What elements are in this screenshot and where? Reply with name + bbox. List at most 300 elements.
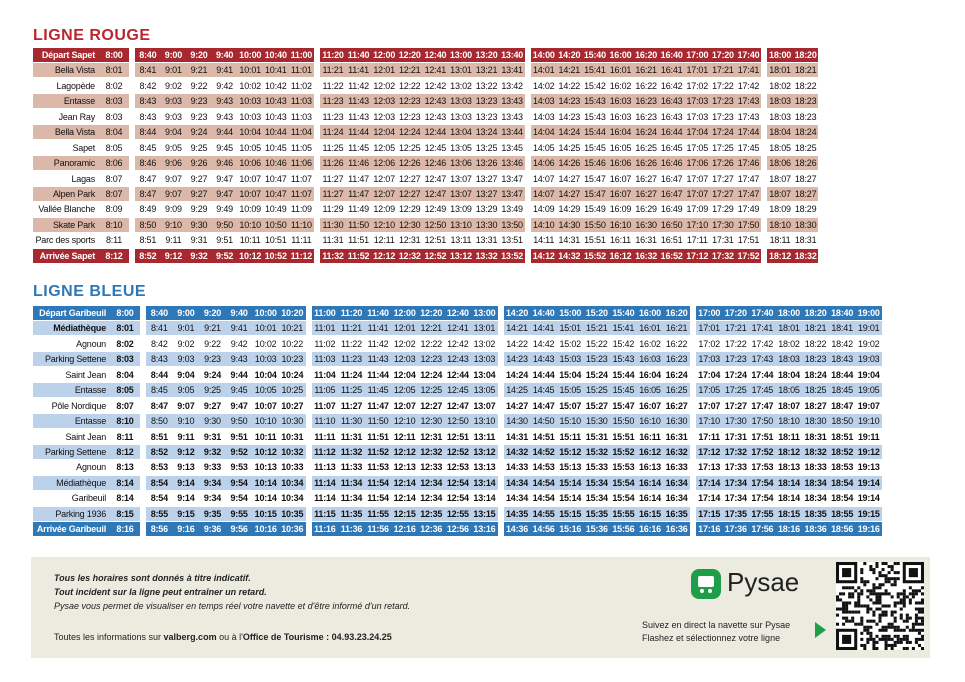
time-cell: 9:02 <box>165 80 182 91</box>
time-cell: 9:23 <box>186 94 212 108</box>
time-cell: 17:21 <box>710 63 736 77</box>
time-cell: 13:07 <box>448 187 474 201</box>
time-cell: 9:05 <box>173 383 200 397</box>
time-cell: 15:43 <box>582 94 608 108</box>
time-cell: 15:53 <box>612 462 635 473</box>
time-cell: 12:07 <box>393 400 416 411</box>
time-cell: 15:51 <box>584 235 606 246</box>
time-cell: 9:03 <box>173 352 200 366</box>
time-cell: 10:22 <box>281 338 304 349</box>
stop-name: Médiathèque <box>33 476 110 490</box>
time-cell: 10:31 <box>281 431 304 442</box>
time-cell: 17:47 <box>736 187 762 201</box>
time-cell: 18:26 <box>793 156 819 170</box>
time-cell: 12:29 <box>398 204 421 215</box>
time-cell: 14:29 <box>558 204 581 215</box>
time-cell: 15:22 <box>586 338 608 349</box>
time-cell: 9:01 <box>161 63 187 77</box>
time-cell: 8:45 <box>139 142 157 153</box>
time-cell: 14:24 <box>557 125 583 139</box>
time-cell: 18:24 <box>793 125 819 139</box>
time-cell: 10:02 <box>239 80 261 91</box>
time-cell: 18:43 <box>829 352 856 366</box>
time-cell: 10:03 <box>237 94 263 108</box>
time-cell: 11:34 <box>340 493 363 504</box>
time-cell: 18:14 <box>776 476 803 490</box>
time-cell: 14:34 <box>504 476 531 490</box>
time-cell: 17:00 <box>686 50 709 60</box>
time-cell: 9:43 <box>226 352 253 366</box>
time-cell: 17:27 <box>724 400 747 411</box>
time-cell: 18:23 <box>794 111 817 122</box>
time-cell: 14:11 <box>533 235 555 246</box>
time-cell: 11:50 <box>346 218 372 232</box>
time-cell: 19:00 <box>855 306 882 320</box>
time-cell: 8:03 <box>105 111 123 122</box>
time-cell: 15:05 <box>557 383 584 397</box>
time-cell: 16:46 <box>659 156 685 170</box>
time-cell: 17:12 <box>686 250 709 261</box>
time-cell: 15:50 <box>582 218 608 232</box>
stop-name: Agnoun <box>76 338 106 349</box>
timetable-row <box>33 233 818 248</box>
time-cell: 15:47 <box>584 173 606 184</box>
time-cell: 15:01 <box>557 321 584 335</box>
time-cell: 18:35 <box>802 507 829 521</box>
time-cell: 15:27 <box>585 400 608 411</box>
time-cell: 18:29 <box>794 204 817 215</box>
time-cell: 11:29 <box>322 204 344 215</box>
time-cell: 10:30 <box>279 414 306 428</box>
time-cell: 12:25 <box>398 142 421 153</box>
time-cell: 10:44 <box>263 125 289 139</box>
time-cell: 9:25 <box>199 383 226 397</box>
time-cell: 9:16 <box>173 522 200 536</box>
time-cell: 13:47 <box>499 187 525 201</box>
time-cell: 15:24 <box>585 369 608 380</box>
time-cell: 9:44 <box>212 125 238 139</box>
time-cell: 10:34 <box>281 493 304 504</box>
time-cell: 9:43 <box>216 111 233 122</box>
time-cell: 13:50 <box>499 218 525 232</box>
time-cell: 19:12 <box>855 445 882 459</box>
time-cell: 17:15 <box>696 507 723 521</box>
time-cell: 8:44 <box>150 369 168 380</box>
time-cell: 9:52 <box>226 445 253 459</box>
timetable-row <box>33 110 818 125</box>
time-cell: 13:04 <box>473 369 496 380</box>
time-cell: 17:23 <box>722 352 749 366</box>
time-cell: 17:03 <box>696 352 723 366</box>
time-cell: 13:40 <box>501 50 524 60</box>
time-cell: 15:14 <box>557 476 584 490</box>
time-cell: 8:13 <box>116 462 134 473</box>
time-cell: 16:07 <box>638 400 661 411</box>
time-cell: 16:29 <box>635 204 657 215</box>
time-cell: 8:47 <box>139 173 157 184</box>
time-cell: 14:25 <box>504 383 531 397</box>
time-cell: 8:03 <box>99 94 129 108</box>
time-cell: 10:01 <box>237 63 263 77</box>
time-cell: 12:26 <box>397 156 423 170</box>
time-cell: 9:27 <box>203 400 222 411</box>
time-cell: 17:29 <box>712 204 734 215</box>
timetable-row <box>33 202 818 217</box>
time-cell: 12:56 <box>445 522 472 536</box>
time-cell: 12:20 <box>418 306 445 320</box>
time-cell: 9:45 <box>216 142 233 153</box>
time-cell: 9:34 <box>199 476 226 490</box>
time-cell: 9:21 <box>199 321 226 335</box>
time-cell: 17:07 <box>686 173 709 184</box>
time-cell: 16:34 <box>665 493 688 504</box>
time-cell: 9:10 <box>161 218 187 232</box>
time-cell: 9:27 <box>190 173 208 184</box>
time-cell: 12:34 <box>418 476 445 490</box>
time-cell: 18:11 <box>769 235 791 246</box>
time-cell: 18:10 <box>767 218 793 232</box>
time-cell: 17:02 <box>686 80 709 91</box>
time-cell: 8:40 <box>146 306 173 320</box>
time-cell: 12:32 <box>418 445 445 459</box>
time-cell: 9:03 <box>165 111 182 122</box>
time-cell: 9:29 <box>190 204 208 215</box>
time-cell: 9:46 <box>212 156 238 170</box>
time-cell: 17:00 <box>696 306 723 320</box>
time-cell: 8:14 <box>116 493 134 504</box>
time-cell: 11:02 <box>290 80 312 91</box>
time-cell: 18:24 <box>804 369 827 380</box>
timetable-row <box>33 352 882 367</box>
time-cell: 12:09 <box>373 204 395 215</box>
time-cell: 12:13 <box>393 462 416 473</box>
stop-name: Vallée Blanche <box>38 204 95 215</box>
time-cell: 12:27 <box>420 400 443 411</box>
stop-name: Départ Garibeuil <box>33 306 110 320</box>
time-cell: 17:33 <box>724 462 747 473</box>
time-cell: 14:43 <box>530 352 557 366</box>
time-cell: 18:54 <box>829 476 856 490</box>
time-cell: 10:49 <box>265 204 287 215</box>
stop-name: Saint Jean <box>65 369 106 380</box>
time-cell: 12:03 <box>373 111 395 122</box>
time-cell: 11:20 <box>338 306 365 320</box>
time-cell: 16:45 <box>660 142 683 153</box>
time-cell: 16:40 <box>660 50 683 60</box>
time-cell: 13:20 <box>475 50 498 60</box>
time-cell: 17:47 <box>751 400 774 411</box>
time-cell: 14:31 <box>558 235 581 246</box>
time-cell: 12:32 <box>398 250 421 261</box>
time-cell: 15:12 <box>557 445 584 459</box>
time-cell: 11:04 <box>314 369 336 380</box>
time-cell: 12:27 <box>398 173 421 184</box>
time-cell: 14:32 <box>504 445 531 459</box>
time-cell: 11:12 <box>312 445 339 459</box>
time-cell: 16:36 <box>663 522 690 536</box>
time-cell: 12:43 <box>445 352 472 366</box>
time-cell: 8:05 <box>110 383 140 397</box>
time-cell: 13:01 <box>471 321 498 335</box>
time-cell: 11:26 <box>320 156 346 170</box>
time-cell: 11:10 <box>289 218 315 232</box>
timetable-row <box>33 156 818 171</box>
time-cell: 8:41 <box>135 63 161 77</box>
stop-name: Agnoun <box>76 462 106 473</box>
time-cell: 9:20 <box>199 306 226 320</box>
time-cell: 18:01 <box>767 63 793 77</box>
time-cell: 10:14 <box>254 493 277 504</box>
time-cell: 8:49 <box>139 204 157 215</box>
time-cell: 9:25 <box>190 142 208 153</box>
time-cell: 11:14 <box>312 476 339 490</box>
time-cell: 19:03 <box>855 352 882 366</box>
time-cell: 16:35 <box>663 507 690 521</box>
qr-code-icon[interactable] <box>836 562 924 650</box>
time-cell: 14:12 <box>532 250 555 261</box>
timetable-row <box>33 522 882 537</box>
time-cell: 16:24 <box>633 125 659 139</box>
time-cell: 14:07 <box>531 187 557 201</box>
time-cell: 16:32 <box>635 250 658 261</box>
time-cell: 10:03 <box>239 111 261 122</box>
stop-name: Arrivée Garibeuil <box>33 522 110 536</box>
time-cell: 19:01 <box>855 321 882 335</box>
time-cell: 15:02 <box>559 338 581 349</box>
time-cell: 17:32 <box>711 250 734 261</box>
time-cell: 16:00 <box>609 50 632 60</box>
stop-name: Entasse <box>33 94 99 108</box>
time-cell: 12:54 <box>445 476 472 490</box>
time-cell: 16:47 <box>659 187 685 201</box>
time-cell: 10:45 <box>265 142 287 153</box>
time-cell: 17:04 <box>684 125 710 139</box>
time-cell: 10:10 <box>237 218 263 232</box>
time-cell: 17:36 <box>722 522 749 536</box>
time-cell: 18:25 <box>802 383 829 397</box>
time-cell: 12:21 <box>397 63 423 77</box>
time-cell: 12:22 <box>420 338 442 349</box>
time-cell: 17:55 <box>749 507 776 521</box>
time-cell: 18:34 <box>804 493 827 504</box>
ligne-rouge-title: LIGNE ROUGE <box>33 27 151 44</box>
time-cell: 8:50 <box>146 414 173 428</box>
time-cell: 12:02 <box>373 80 395 91</box>
time-cell: 12:15 <box>391 507 418 521</box>
time-cell: 17:05 <box>696 383 723 397</box>
time-cell: 17:09 <box>686 204 709 215</box>
time-cell: 11:52 <box>346 249 372 263</box>
time-cell: 11:34 <box>338 476 365 490</box>
time-cell: 16:21 <box>633 63 659 77</box>
time-cell: 9:35 <box>199 507 226 521</box>
time-cell: 17:51 <box>751 431 774 442</box>
time-cell: 18:07 <box>769 173 791 184</box>
time-cell: 8:07 <box>99 187 129 201</box>
time-cell: 8:12 <box>110 445 140 459</box>
time-cell: 12:42 <box>424 80 447 91</box>
time-cell: 11:43 <box>348 111 369 122</box>
stop-name: Médiathèque <box>33 321 110 335</box>
time-cell: 13:47 <box>501 173 523 184</box>
time-cell: 13:24 <box>474 125 500 139</box>
time-cell: 8:55 <box>146 507 173 521</box>
time-cell: 11:07 <box>314 400 336 411</box>
timetable-row <box>33 249 818 264</box>
time-cell: 13:13 <box>473 462 496 473</box>
time-cell: 19:15 <box>855 507 882 521</box>
time-cell: 11:01 <box>289 63 315 77</box>
time-cell: 16:22 <box>635 80 657 91</box>
time-cell: 18:10 <box>776 414 803 428</box>
info-mid: ou à l' <box>216 632 243 642</box>
time-cell: 11:04 <box>289 125 315 139</box>
time-cell: 18:07 <box>777 400 800 411</box>
timetable-row <box>33 321 882 336</box>
time-cell: 10:02 <box>254 338 277 349</box>
time-cell: 17:10 <box>696 414 723 428</box>
time-cell: 15:50 <box>610 414 637 428</box>
time-cell: 13:23 <box>475 111 498 122</box>
info-site-link[interactable]: valberg.com <box>163 632 217 642</box>
time-cell: 13:06 <box>448 156 474 170</box>
time-cell: 12:52 <box>424 250 447 261</box>
time-cell: 16:31 <box>665 431 688 442</box>
time-cell: 12:04 <box>371 125 397 139</box>
time-cell: 17:25 <box>722 383 749 397</box>
time-cell: 9:15 <box>173 507 200 521</box>
time-cell: 8:54 <box>150 493 168 504</box>
time-cell: 12:49 <box>424 204 447 215</box>
time-cell: 12:41 <box>423 63 449 77</box>
time-cell: 9:30 <box>199 414 226 428</box>
time-cell: 10:01 <box>252 321 279 335</box>
time-cell: 12:05 <box>373 142 395 153</box>
time-cell: 11:52 <box>365 445 392 459</box>
time-cell: 13:52 <box>501 250 524 261</box>
time-cell: 15:47 <box>612 400 635 411</box>
time-cell: 12:31 <box>420 431 443 442</box>
time-cell: 12:45 <box>424 142 447 153</box>
time-cell: 12:46 <box>423 156 449 170</box>
time-cell: 18:23 <box>802 352 829 366</box>
time-cell: 12:42 <box>447 338 469 349</box>
time-cell: 11:02 <box>314 338 336 349</box>
time-cell: 12:36 <box>418 522 445 536</box>
timetable-row <box>33 507 882 522</box>
time-cell: 14:03 <box>532 111 555 122</box>
time-cell: 19:14 <box>855 476 882 490</box>
time-cell: 11:55 <box>365 507 392 521</box>
time-cell: 17:31 <box>724 431 747 442</box>
time-cell: 8:00 <box>110 306 140 320</box>
time-cell: 16:43 <box>660 111 683 122</box>
time-cell: 16:34 <box>663 476 690 490</box>
time-cell: 10:06 <box>237 156 263 170</box>
time-cell: 15:32 <box>584 445 611 459</box>
time-cell: 15:00 <box>557 306 584 320</box>
timetable-row <box>33 337 882 352</box>
time-cell: 11:32 <box>338 445 365 459</box>
time-cell: 13:32 <box>475 250 498 261</box>
time-cell: 10:12 <box>239 250 262 261</box>
time-cell: 9:56 <box>226 522 253 536</box>
time-cell: 17:52 <box>749 445 776 459</box>
time-cell: 8:11 <box>116 431 134 442</box>
time-cell: 12:03 <box>371 94 397 108</box>
time-cell: 12:31 <box>398 235 421 246</box>
time-cell: 9:50 <box>212 218 238 232</box>
time-cell: 8:47 <box>150 400 168 411</box>
time-cell: 17:42 <box>737 80 760 91</box>
time-cell: 8:07 <box>105 173 123 184</box>
time-cell: 15:25 <box>584 383 611 397</box>
time-cell: 14:26 <box>557 156 583 170</box>
time-cell: 11:31 <box>340 431 363 442</box>
time-cell: 10:15 <box>252 507 279 521</box>
time-cell: 14:45 <box>530 383 557 397</box>
timetable-row <box>33 218 818 233</box>
time-cell: 12:33 <box>420 462 443 473</box>
time-cell: 14:24 <box>506 369 529 380</box>
time-cell: 10:05 <box>239 142 261 153</box>
time-cell: 9:33 <box>203 462 222 473</box>
pysae-brand: Pysae <box>727 567 800 597</box>
time-cell: 11:43 <box>365 352 392 366</box>
time-cell: 10:07 <box>237 187 263 201</box>
time-cell: 18:05 <box>769 142 791 153</box>
time-cell: 16:06 <box>608 156 634 170</box>
time-cell: 18:52 <box>829 445 856 459</box>
time-cell: 8:15 <box>110 507 140 521</box>
time-cell: 12:00 <box>391 306 418 320</box>
time-cell: 16:27 <box>635 173 657 184</box>
time-cell: 12:14 <box>391 476 418 490</box>
time-cell: 13:42 <box>501 80 523 91</box>
time-cell: 11:41 <box>346 63 372 77</box>
time-cell: 19:02 <box>857 338 880 349</box>
time-cell: 13:49 <box>501 204 523 215</box>
info-prefix: Toutes les informations sur <box>54 632 164 642</box>
stop-name: Garibeuil <box>71 493 106 504</box>
time-cell: 12:12 <box>373 250 396 261</box>
time-cell: 14:01 <box>531 63 557 77</box>
time-cell: 9:23 <box>190 111 208 122</box>
time-cell: 14:00 <box>532 50 555 60</box>
time-cell: 12:10 <box>371 218 397 232</box>
time-cell: 16:52 <box>660 250 683 261</box>
time-cell: 17:13 <box>698 462 721 473</box>
time-cell: 16:23 <box>635 111 657 122</box>
timetable-row <box>33 399 882 414</box>
time-cell: 15:43 <box>584 111 606 122</box>
time-cell: 17:20 <box>711 50 734 60</box>
time-cell: 15:36 <box>584 522 611 536</box>
time-cell: 18:20 <box>794 50 817 60</box>
stop-name: Départ Sapet <box>33 48 99 62</box>
time-cell: 12:16 <box>391 522 418 536</box>
time-cell: 9:07 <box>177 400 195 411</box>
time-cell: 8:51 <box>150 431 168 442</box>
time-cell: 11:20 <box>320 48 346 62</box>
time-cell: 17:34 <box>722 476 749 490</box>
time-cell: 13:29 <box>475 204 498 215</box>
time-cell: 11:40 <box>346 48 372 62</box>
stop-name: Parking Settene <box>33 352 110 366</box>
time-cell: 8:52 <box>146 445 173 459</box>
time-cell: 19:07 <box>857 400 880 411</box>
time-cell: 17:40 <box>737 50 760 60</box>
